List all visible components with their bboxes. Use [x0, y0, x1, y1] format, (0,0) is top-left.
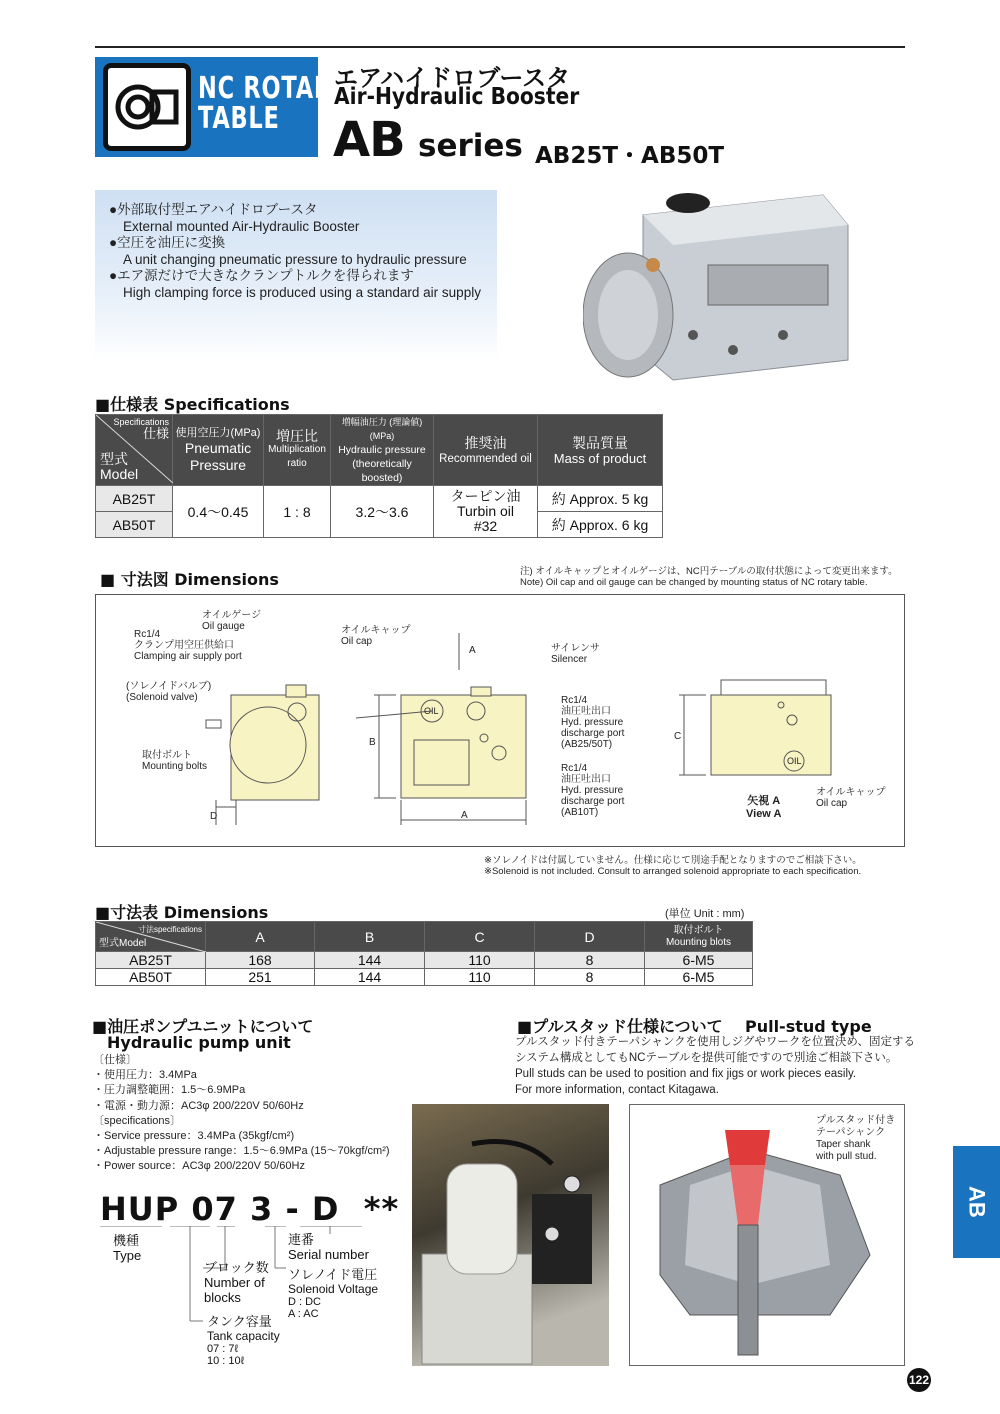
col-c: C: [425, 922, 535, 952]
dim-a-label: A: [461, 810, 468, 821]
solenoid-label: (ソレノイドバルブ) (Solenoid valve): [126, 681, 212, 703]
table-row: [96, 952, 753, 969]
oil-mark: OIL: [424, 706, 439, 716]
spec-model: AB50T: [96, 512, 173, 538]
port-label-1: Rc1/4 油圧吐出口 Hyd. pressure discharge port (AB25/50T): [561, 695, 625, 750]
col-mass: 製品質量 Mass of product: [538, 415, 663, 486]
spec-mass: 約 Approx. 6 kg: [538, 512, 663, 538]
cell-d: 8: [535, 969, 645, 986]
top-rule: [95, 46, 905, 48]
spec-mass: 約 Approx. 5 kg: [538, 486, 663, 512]
spec-pressure: 0.4〜0.45: [173, 486, 264, 538]
pump-spec-list: 〔仕様〕 ・使用圧力：3.4MPa ・圧力調整範囲：1.5〜6.9MPa ・電源・動力源：AC3φ 200/220V 50/60Hz 〔specifications〕 ・Service pressure：3.4MPa (35kgf/cm²) ・Adjustable pressure range：1.5〜6.9MPa (15〜70kgf/cm²) ・Power source：AC3φ 200/220V 50/60Hz: [93, 1054, 390, 1173]
model-code: HUP 07 3 - D **: [100, 1190, 400, 1228]
clamp-port-label: Rc1/4 クランプ用空圧供給口 Clamping air supply port: [134, 629, 242, 662]
pump-heading-jp: ■油圧ポンプユニットについて: [92, 1017, 314, 1036]
section-tab[interactable]: AB: [953, 1146, 1000, 1258]
title-en: Air-Hydraulic Booster: [334, 84, 580, 110]
dim-d-label: D: [210, 811, 218, 822]
dimension-drawing: [95, 594, 905, 847]
series-word: series: [418, 128, 523, 164]
col-b: B: [315, 922, 425, 952]
arrow-a-label: A: [469, 645, 476, 656]
dim-c-label: C: [674, 731, 682, 742]
cell-c: 110: [425, 952, 535, 969]
type-label: 機種 Type: [113, 1233, 142, 1263]
cell-a: 168: [206, 952, 315, 969]
col-ratio: 増圧比 Multiplication ratio: [264, 415, 331, 486]
cell-model: AB50T: [96, 969, 206, 986]
feature-jp: ●空圧を油圧に変換: [109, 235, 226, 250]
solenoid-note-en: ※Solenoid is not included. Consult to arranged solenoid appropriate to each specification.: [484, 866, 862, 877]
drawing-note-en: Note) Oil cap and oil gauge can be changed by mounting status of NC rotary table.: [520, 577, 868, 588]
feature-jp: ●外部取付型エアハイドロブースタ: [109, 202, 318, 217]
feature-jp: ●エア源だけで大きなクランプトルクを得られます: [109, 268, 414, 283]
cell-bolt: 6-M5: [645, 952, 753, 969]
blocks-label: ブロック数 Number of blocks: [204, 1260, 269, 1305]
feature-en: A unit changing pneumatic pressure to hydraulic pressure: [123, 251, 467, 267]
cell-c: 110: [425, 969, 535, 986]
dim-corner-cell: 寸法specifications 型式Model: [96, 922, 206, 952]
feature-en: High clamping force is produced using a standard air supply: [123, 284, 481, 300]
silencer-label: サイレンサ Silencer: [551, 643, 601, 665]
tank-label: タンク容量 Tank capacity 07 : 7ℓ 10 : 10ℓ: [207, 1314, 280, 1367]
series-models: AB25T・AB50T: [535, 143, 725, 169]
badge-title: NC ROTARY TABLE: [198, 71, 348, 136]
col-oil: 推奨油 Recommended oil: [434, 415, 538, 486]
spec-corner-cell: Specifications 仕様 型式 Model: [96, 415, 173, 486]
solenoid-note-jp: ※ソレノイドは付属していません。仕様に応じて別途手配となりますのでご相談下さい。: [484, 855, 862, 866]
spec-table: [95, 414, 663, 538]
spec-heading: ■仕様表 Specifications: [95, 395, 290, 414]
spec-oil: ターピン油 Turbin oil #32: [434, 486, 538, 538]
cell-model: AB25T: [96, 952, 206, 969]
spec-ratio: 1 : 8: [264, 486, 331, 538]
taper-shank-label: プルスタッド付き テーパシャンク Taper shank with pull stud.: [816, 1115, 896, 1162]
drawing-note-jp: 注) オイルキャップとオイルゲージは、NC円テーブルの取付状態によって変更出来ます。: [520, 566, 898, 577]
port-label-2: Rc1/4 油圧吐出口 Hyd. pressure discharge port (AB10T): [561, 763, 625, 818]
pump-unit-photo: [412, 1104, 609, 1366]
cell-bolt: 6-M5: [645, 969, 753, 986]
pullstud-text: プルスタッド付きテーパシャンクを使用しジグやワークを位置決め、固定する システム構成としてもNCテーブルを提供可能ですので別途ご相談下さい。 Pull studs can be used to position and fix jigs or work pieces easily. For more information, contact Kitagawa.: [515, 1036, 915, 1096]
col-d: D: [535, 922, 645, 952]
oil-cap-label-2: オイルキャップ Oil cap: [816, 787, 886, 809]
col-pneumatic: 使用空圧力(MPa) Pneumatic Pressure: [173, 415, 264, 486]
cell-b: 144: [315, 969, 425, 986]
series-ab: AB: [333, 112, 405, 168]
feature-en: External mounted Air-Hydraulic Booster: [123, 218, 360, 234]
oil-gauge-label: オイルゲージ Oil gauge: [202, 610, 262, 632]
pullstud-heading: ■プルスタッド仕様について Pull-stud type: [517, 1017, 872, 1036]
title-jp: エアハイドロブースタ: [334, 64, 571, 92]
col-hydraulic: 増幅油圧力 (理論値) (MPa) Hydraulic pressure (theoretically boosted): [331, 415, 434, 486]
dimensions-heading: ■ 寸法図 Dimensions: [100, 570, 279, 589]
oil-cap-label: オイルキャップ Oil cap: [341, 625, 411, 647]
oil-mark: OIL: [787, 756, 802, 766]
bolts-label: 取付ボルト Mounting bolts: [142, 750, 208, 772]
booster-product-photo: [583, 185, 855, 385]
pump-heading-en: Hydraulic pump unit: [107, 1033, 291, 1052]
spec-model: AB25T: [96, 486, 173, 512]
dim-table-heading: ■寸法表 Dimensions: [95, 903, 269, 922]
serial-label: 連番 Serial number: [288, 1232, 369, 1262]
feature-box: [95, 190, 497, 362]
cell-a: 251: [206, 969, 315, 986]
dim-b-label: B: [369, 737, 376, 748]
table-row: [96, 969, 753, 986]
rotary-table-icon: [103, 63, 191, 151]
col-bolt: 取付ボルト Mounting blots: [645, 922, 753, 952]
cell-d: 8: [535, 952, 645, 969]
unit-label: (単位 Unit : mm): [665, 908, 745, 920]
pullstud-illustration: [629, 1104, 905, 1366]
view-a-label: 矢視 A View A: [746, 795, 782, 820]
spec-hydraulic: 3.2〜3.6: [331, 486, 434, 538]
page-number: 122: [907, 1368, 931, 1392]
voltage-label: ソレノイド電圧 Solenoid Voltage D : DC A : AC: [288, 1267, 379, 1320]
col-a: A: [206, 922, 315, 952]
cell-b: 144: [315, 952, 425, 969]
dimension-table: [95, 921, 753, 986]
